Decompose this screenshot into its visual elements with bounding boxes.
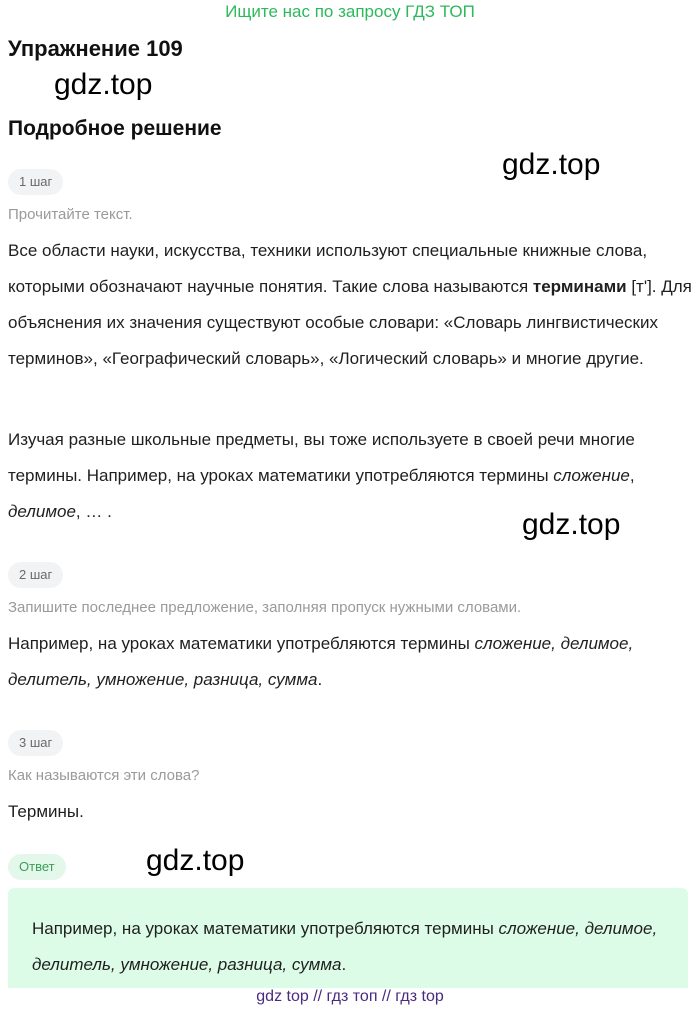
italic-term: сложение bbox=[553, 466, 630, 485]
step-badge: 1 шаг bbox=[8, 169, 63, 195]
step-text: Все области науки, искусства, техники используют специальные книжные слова, которыми обозначают научные понятия. Такие слова называются терминами [т']. Для объяснения их значения существуют особые словари: «Словарь лингвистических терминов», «Географический словарь», «Логический словарь» и многие другие. bbox=[8, 241, 692, 368]
exercise-title: Упражнение 109 bbox=[8, 36, 183, 61]
watermark: gdz.top bbox=[522, 508, 621, 541]
watermark: gdz.top bbox=[502, 148, 601, 181]
answer-text: Например, на уроках математики употребляются термины сложение, делимое, делитель, умножение, разница, сумма. bbox=[32, 919, 658, 974]
step-text: Термины. bbox=[8, 802, 84, 821]
step-badge: 3 шаг bbox=[8, 730, 63, 756]
step-hint: Прочитайте текст. bbox=[8, 206, 133, 223]
italic-term: сложение, делимое, делитель, умножение, разница, сумма bbox=[32, 919, 658, 974]
step-text: Например, на уроках математики употребляются термины сложение, делимое, делитель, умножение, разница, сумма. bbox=[8, 634, 634, 689]
step-badge: 2 шаг bbox=[8, 562, 63, 588]
top-banner: Ищите нас по запросу ГДЗ ТОП bbox=[225, 2, 475, 21]
step-hint: Как называются эти слова? bbox=[8, 767, 200, 784]
watermark: gdz.top bbox=[54, 68, 153, 101]
step-hint: Запишите последнее предложение, заполняя пропуск нужными словами. bbox=[8, 599, 522, 616]
italic-term: делимое bbox=[8, 502, 76, 521]
solution-heading: Подробное решение bbox=[8, 117, 222, 140]
footer-links[interactable]: gdz top // гдз топ // гдз top bbox=[256, 988, 444, 1005]
watermark: gdz.top bbox=[146, 844, 245, 877]
answer-badge: Ответ bbox=[8, 854, 66, 880]
step-text: Изучая разные школьные предметы, вы тоже используете в своей речи многие термины. Например, на уроках математики употребляются термины сложение, делимое, … . bbox=[8, 430, 635, 521]
italic-term: сложение, делимое, делитель, умножение, разница, сумма bbox=[8, 634, 634, 689]
bold-term: терминами bbox=[532, 277, 627, 296]
